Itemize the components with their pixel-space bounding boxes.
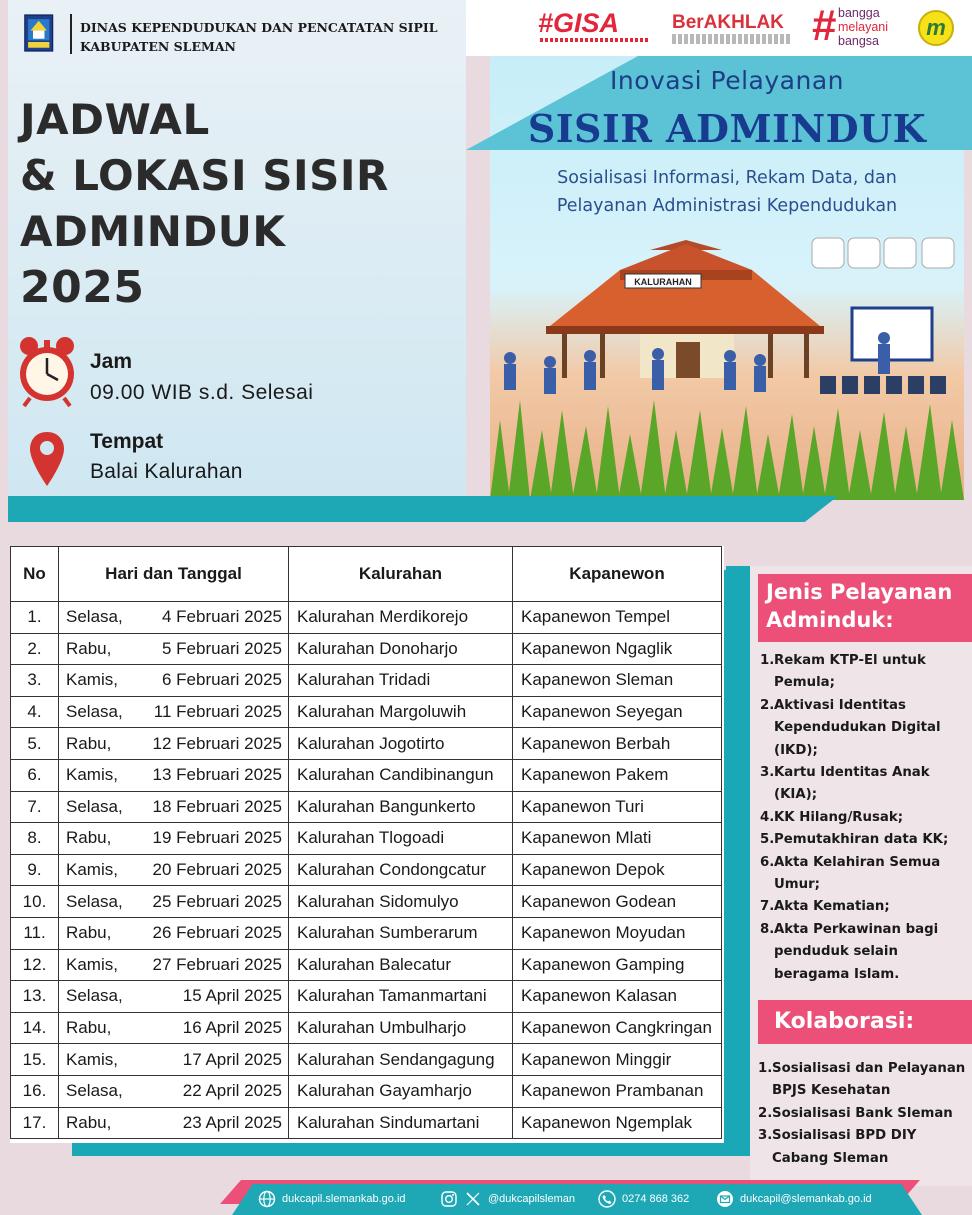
collab-item-number: 2. <box>758 1105 773 1121</box>
row-kalurahan: Kalurahan Condongcatur <box>289 854 513 886</box>
collab-item-number: 1. <box>758 1061 773 1076</box>
row-date: 23 April 2025 <box>147 1107 289 1139</box>
service-item <box>760 695 968 762</box>
poster-description: Sosialisasi Informasi, Rekam Data, dan Pelayanan Administrasi Kependudukan <box>556 168 898 216</box>
row-kapanewon: Kapanewon Seyegan <box>513 696 722 728</box>
row-number: 14. <box>11 1012 59 1044</box>
service-item-text: Akta Kelahiran Semua Umur; <box>774 854 941 893</box>
services-heading: Jenis Pelayanan Adminduk: <box>758 574 972 642</box>
row-number: 15. <box>11 1044 59 1076</box>
service-item-number: 1. <box>760 653 775 668</box>
row-date: 20 Februari 2025 <box>147 854 289 886</box>
row-number: 2. <box>11 633 59 665</box>
row-date: 6 Februari 2025 <box>147 665 289 697</box>
table-row <box>11 981 722 1013</box>
row-kapanewon: Kapanewon Gamping <box>513 949 722 981</box>
header-divider <box>70 14 72 54</box>
row-kalurahan: Kalurahan Donoharjo <box>289 633 513 665</box>
footer-email[interactable] <box>716 1190 872 1208</box>
collab-item <box>758 1125 970 1170</box>
table-row <box>11 1012 722 1044</box>
row-kapanewon: Kapanewon Pakem <box>513 759 722 791</box>
service-item <box>760 919 968 986</box>
service-item <box>760 650 968 695</box>
row-kalurahan: Kalurahan Margoluwih <box>289 696 513 728</box>
right-teal-strip <box>726 566 750 1156</box>
row-kapanewon: Kapanewon Sleman <box>513 665 722 697</box>
collab-item <box>758 1103 970 1125</box>
table-row <box>11 696 722 728</box>
row-number: 7. <box>11 791 59 823</box>
table-row <box>11 917 722 949</box>
phone-icon <box>598 1190 616 1208</box>
collab-item-number: 3. <box>758 1128 773 1144</box>
location-pin-icon <box>28 430 66 488</box>
row-date: 12 Februari 2025 <box>147 728 289 760</box>
row-date: 19 Februari 2025 <box>147 823 289 855</box>
row-kalurahan: Kalurahan Bangunkerto <box>289 791 513 823</box>
footer-phone-text: 0274 868 362 <box>622 1193 690 1205</box>
row-kapanewon: Kapanewon Berbah <box>513 728 722 760</box>
row-day: Rabu, <box>59 728 147 760</box>
row-number: 11. <box>11 917 59 949</box>
table-row <box>11 759 722 791</box>
m-logo: m <box>918 10 954 46</box>
footer-social-text: @dukcapilsleman <box>488 1193 575 1205</box>
sleman-logo-icon <box>24 10 60 56</box>
table-row <box>11 1107 722 1139</box>
collab-item-text: Sosialisasi Bank Sleman <box>772 1105 953 1121</box>
village-hall-scene-icon <box>490 230 964 500</box>
row-day: Rabu, <box>59 633 147 665</box>
row-day: Kamis, <box>59 854 147 886</box>
row-date: 11 Februari 2025 <box>147 696 289 728</box>
page-title: JADWAL & LOKASI SISIR ADMINDUK 2025 <box>20 95 389 313</box>
service-item-number: 6. <box>760 854 775 870</box>
agency-name: DINAS KEPENDUDUKAN DAN PENCATATAN SIPIL KABUPATEN SLEMAN <box>80 20 438 54</box>
row-kapanewon: Kapanewon Mlati <box>513 823 722 855</box>
x-twitter-icon <box>464 1190 482 1208</box>
hash-icon: # <box>812 1 837 50</box>
footer-website-text: dukcapil.slemankab.go.id <box>282 1193 406 1205</box>
table-row <box>11 728 722 760</box>
row-kalurahan: Kalurahan Tridadi <box>289 665 513 697</box>
col-header-kalurahan: Kalurahan <box>289 547 513 602</box>
row-day: Kamis, <box>59 665 147 697</box>
email-icon <box>716 1190 734 1208</box>
footer-website[interactable] <box>258 1190 406 1208</box>
col-header-date: Hari dan Tanggal <box>59 547 289 602</box>
service-item-text: KK Hilang/Rusak; <box>774 809 904 825</box>
table-row <box>11 823 722 855</box>
row-number: 13. <box>11 981 59 1013</box>
collab-heading: Kolaborasi: <box>758 1000 972 1044</box>
row-day: Rabu, <box>59 1107 147 1139</box>
collab-item-text: Sosialisasi BPD DIY Cabang Sleman <box>772 1128 917 1166</box>
row-number: 1. <box>11 602 59 634</box>
berakhlak-tagline <box>672 34 792 44</box>
service-item-number: 2. <box>760 697 775 713</box>
row-date: 17 April 2025 <box>147 1044 289 1076</box>
service-item <box>760 829 968 851</box>
table-row <box>11 665 722 697</box>
row-day: Selasa, <box>59 981 147 1013</box>
row-kapanewon: Kapanewon Minggir <box>513 1044 722 1076</box>
footer-social[interactable] <box>440 1190 575 1208</box>
collab-list <box>758 1058 970 1170</box>
footer-phone[interactable] <box>598 1190 689 1208</box>
collab-item-text: Sosialisasi dan Pelayanan BPJS Kesehatan <box>772 1061 966 1099</box>
row-date: 5 Februari 2025 <box>147 633 289 665</box>
table-row <box>11 633 722 665</box>
row-kapanewon: Kapanewon Prambanan <box>513 1075 722 1107</box>
row-kalurahan: Kalurahan Jogotirto <box>289 728 513 760</box>
service-item-number: 5. <box>760 832 775 848</box>
row-kapanewon: Kapanewon Kalasan <box>513 981 722 1013</box>
service-item-number: 8. <box>760 921 775 937</box>
table-row <box>11 949 722 981</box>
service-item-text: Kartu Identitas Anak (KIA); <box>774 765 930 803</box>
row-kapanewon: Kapanewon Turi <box>513 791 722 823</box>
row-day: Selasa, <box>59 1075 147 1107</box>
berakhlak-logo: BerAKHLAK <box>672 12 784 33</box>
service-item-text: Aktivasi Identitas Kependudukan Digital (IKD); <box>774 697 941 758</box>
schedule-table <box>10 546 724 1143</box>
row-date: 25 Februari 2025 <box>147 886 289 918</box>
row-kalurahan: Kalurahan Sidomulyo <box>289 886 513 918</box>
poster-title: SISIR ADMINDUK <box>527 106 927 151</box>
time-label: Jam <box>90 350 133 373</box>
row-day: Selasa, <box>59 602 147 634</box>
row-kalurahan: Kalurahan Sindumartani <box>289 1107 513 1139</box>
row-kalurahan: Kalurahan Tlogoadi <box>289 823 513 855</box>
service-item-number: 4. <box>760 809 775 825</box>
row-number: 16. <box>11 1075 59 1107</box>
service-item <box>760 852 968 897</box>
table-row <box>11 602 722 634</box>
row-date: 13 Februari 2025 <box>147 759 289 791</box>
row-number: 4. <box>11 696 59 728</box>
row-number: 17. <box>11 1107 59 1139</box>
table-row <box>11 886 722 918</box>
teal-divider <box>8 496 838 522</box>
col-header-no: No <box>11 547 59 602</box>
row-kapanewon: Kapanewon Cangkringan <box>513 1012 722 1044</box>
row-date: 15 April 2025 <box>147 981 289 1013</box>
row-date: 27 Februari 2025 <box>147 949 289 981</box>
row-number: 9. <box>11 854 59 886</box>
row-kapanewon: Kapanewon Moyudan <box>513 917 722 949</box>
row-day: Kamis, <box>59 1044 147 1076</box>
footer-email-text: dukcapil@slemankab.go.id <box>740 1193 872 1205</box>
table-header-row <box>11 547 722 602</box>
row-number: 5. <box>11 728 59 760</box>
row-date: 22 April 2025 <box>147 1075 289 1107</box>
table-row <box>11 854 722 886</box>
row-kalurahan: Kalurahan Balecatur <box>289 949 513 981</box>
row-day: Selasa, <box>59 696 147 728</box>
place-label: Tempat <box>90 430 164 453</box>
row-number: 3. <box>11 665 59 697</box>
row-number: 10. <box>11 886 59 918</box>
service-item <box>760 896 968 918</box>
row-kapanewon: Kapanewon Tempel <box>513 602 722 634</box>
poster-subtitle: Inovasi Pelayanan <box>609 66 844 95</box>
service-item-number: 7. <box>760 899 775 915</box>
table-row <box>11 1075 722 1107</box>
row-kalurahan: Kalurahan Gayamharjo <box>289 1075 513 1107</box>
row-number: 12. <box>11 949 59 981</box>
building-sign: KALURAHAN <box>634 277 692 287</box>
globe-icon <box>258 1190 276 1208</box>
row-date: 4 Februari 2025 <box>147 602 289 634</box>
row-kalurahan: Kalurahan Sendangagung <box>289 1044 513 1076</box>
row-kalurahan: Kalurahan Tamanmartani <box>289 981 513 1013</box>
row-kapanewon: Kapanewon Godean <box>513 886 722 918</box>
gisa-logo: #GISA <box>538 8 620 38</box>
alarm-clock-icon <box>16 334 78 410</box>
col-header-kapanewon: Kapanewon <box>513 547 722 602</box>
table-row <box>11 1044 722 1076</box>
service-item-number: 3. <box>760 765 775 781</box>
table-row <box>11 791 722 823</box>
services-list <box>760 650 968 986</box>
row-date: 26 Februari 2025 <box>147 917 289 949</box>
row-kalurahan: Kalurahan Merdikorejo <box>289 602 513 634</box>
row-number: 6. <box>11 759 59 791</box>
row-day: Rabu, <box>59 917 147 949</box>
row-kalurahan: Kalurahan Sumberarum <box>289 917 513 949</box>
collab-item <box>758 1058 970 1103</box>
instagram-icon <box>440 1190 458 1208</box>
service-item <box>760 807 968 829</box>
service-item-text: Akta Kematian; <box>774 899 890 915</box>
row-day: Rabu, <box>59 1012 147 1044</box>
service-item-text: Pemutakhiran data KK; <box>774 832 949 848</box>
row-date: 18 Februari 2025 <box>147 791 289 823</box>
row-day: Selasa, <box>59 791 147 823</box>
row-kapanewon: Kapanewon Depok <box>513 854 722 886</box>
place-value: Balai Kalurahan <box>90 460 243 483</box>
service-item <box>760 762 968 807</box>
row-day: Kamis, <box>59 759 147 791</box>
row-day: Rabu, <box>59 823 147 855</box>
row-number: 8. <box>11 823 59 855</box>
row-date: 16 April 2025 <box>147 1012 289 1044</box>
gisa-tagline <box>540 38 648 42</box>
service-item-text: Akta Perkawinan bagi penduduk selain beragama Islam. <box>774 921 939 982</box>
service-item-text: Rekam KTP-El untuk Pemula; <box>774 653 926 691</box>
row-kalurahan: Kalurahan Candibinangun <box>289 759 513 791</box>
row-kapanewon: Kapanewon Ngaglik <box>513 633 722 665</box>
time-value: 09.00 WIB s.d. Selesai <box>90 381 314 404</box>
row-day: Selasa, <box>59 886 147 918</box>
row-kalurahan: Kalurahan Umbulharjo <box>289 1012 513 1044</box>
row-kapanewon: Kapanewon Ngemplak <box>513 1107 722 1139</box>
row-day: Kamis, <box>59 949 147 981</box>
bangga-melayani-logo: bangga melayani bangsa <box>838 6 889 48</box>
